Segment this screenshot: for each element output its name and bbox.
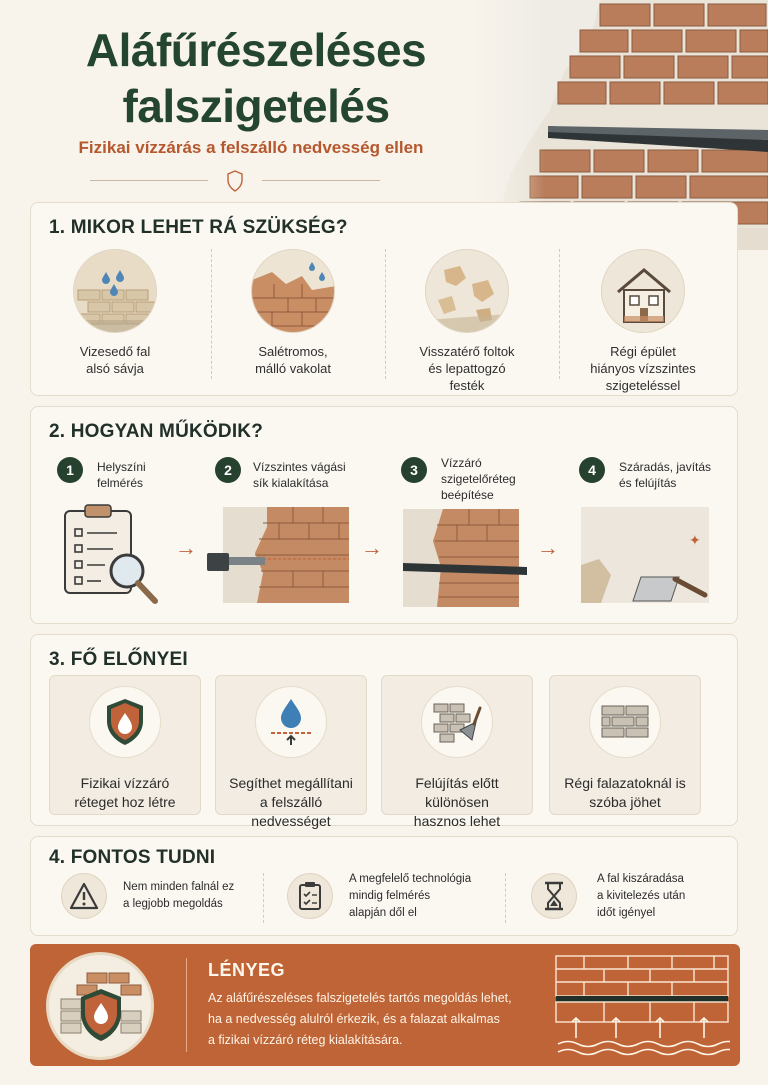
wet-wall-icon	[73, 249, 157, 333]
banner-title: LÉNYEG	[208, 960, 286, 980]
title-line-2: falszigetelés	[122, 80, 390, 132]
banner-divider	[186, 958, 187, 1052]
brick-shield-icon	[49, 955, 151, 1057]
benefit-label: Felújítás előtt különösen hasznos lehet	[413, 775, 501, 829]
section-benefits	[30, 634, 738, 829]
note-label: A fal kiszáradása a kivitelezés után időt igényel	[597, 873, 686, 919]
need-item-label: Vizesedő fal alsó sávja	[79, 344, 151, 376]
step-number: 1	[57, 457, 83, 483]
need-item-label: Salétromos, málló vakolat	[255, 344, 331, 376]
section-title: 3. FŐ ELŐNYEI	[49, 649, 188, 670]
benefit-card	[549, 675, 701, 815]
benefit-label: Segíthet megállítani a felszálló nedvességet	[229, 775, 353, 829]
trowel-repair-icon	[581, 505, 717, 609]
svg-text:✦: ✦	[689, 533, 701, 549]
need-item-wet-wall	[45, 249, 185, 377]
section-when-needed	[30, 202, 738, 396]
title-line-1: Aláfűrészeléses	[85, 24, 427, 76]
step-number: 3	[401, 457, 427, 483]
benefit-label: Fizikai vízzáró réteget hoz létre	[74, 775, 176, 810]
column-divider	[263, 873, 264, 923]
section-title: 2. HOGYAN MŰKÖDIK?	[49, 421, 264, 442]
step-label: Vízzáró szigetelőréteg beépítése	[441, 456, 516, 502]
hourglass-icon	[531, 873, 577, 919]
banner-text: Az aláfűrészeléses falszigetelés tartós megoldás lehet, ha a nedvesség alulról érkezik, és a falazat alkalmas a fizikai vízzáró réteg kialakítására.	[208, 991, 512, 1047]
note-label: Nem minden falnál ez a legjobb megoldás	[123, 881, 235, 910]
clipboard-magnifier-icon	[61, 503, 161, 607]
benefit-label: Régi falazatoknál is szóba jöhet	[564, 775, 686, 810]
page-title	[46, 22, 466, 134]
insulation-layer-icon	[403, 507, 531, 611]
summary-badge	[46, 952, 154, 1060]
need-item-crumbling-plaster	[223, 249, 363, 377]
warning-icon	[61, 873, 107, 919]
section-title: 1. MIKOR LEHET RÁ SZÜKSÉG?	[49, 217, 348, 238]
step-arrow-icon: →	[361, 535, 383, 560]
column-divider	[385, 249, 386, 379]
old-house-icon	[601, 249, 685, 333]
water-drop-barrier-icon	[255, 686, 327, 758]
checklist-icon	[287, 873, 333, 919]
summary-banner	[30, 944, 740, 1066]
section-important	[30, 836, 738, 936]
need-item-peeling-paint	[397, 249, 537, 394]
old-bricks-icon	[589, 686, 661, 758]
step-label: Száradás, javítás és felújítás	[619, 460, 712, 490]
crumbling-plaster-icon	[251, 249, 335, 333]
wall-cutting-icon	[207, 503, 353, 607]
need-item-label: Régi épület hiányos vízszintes szigeteléssel	[590, 344, 696, 393]
step-label: Helyszíni felmérés	[97, 460, 146, 490]
need-item-label: Visszatérő foltok és lepattogzó festék	[419, 344, 515, 393]
step-label: Vízszintes vágási sík kialakítása	[253, 460, 346, 490]
section-how-it-works	[30, 406, 738, 624]
peeling-paint-icon	[425, 249, 509, 333]
shield-drop-icon	[89, 686, 161, 758]
benefit-card	[215, 675, 367, 829]
step-arrow-icon: →	[175, 535, 197, 560]
bricks-trowel-icon	[421, 686, 493, 758]
rising-damp-wall-diagram	[554, 952, 730, 1060]
section-title: 4. FONTOS TUDNI	[49, 847, 216, 868]
page-subtitle: Fizikai vízzárás a felszálló nedvesség ellen	[78, 138, 424, 157]
column-divider	[211, 249, 212, 379]
benefit-card	[381, 675, 533, 829]
benefit-card	[49, 675, 201, 815]
note-label: A megfelelő technológia mindig felmérés alapján dől el	[349, 873, 472, 919]
shield-icon	[226, 170, 244, 192]
need-item-old-building	[573, 249, 713, 394]
column-divider	[559, 249, 560, 379]
step-number: 4	[579, 457, 605, 483]
title-divider	[90, 172, 380, 188]
column-divider	[505, 873, 506, 923]
step-number: 2	[215, 457, 241, 483]
step-arrow-icon: →	[537, 535, 559, 560]
